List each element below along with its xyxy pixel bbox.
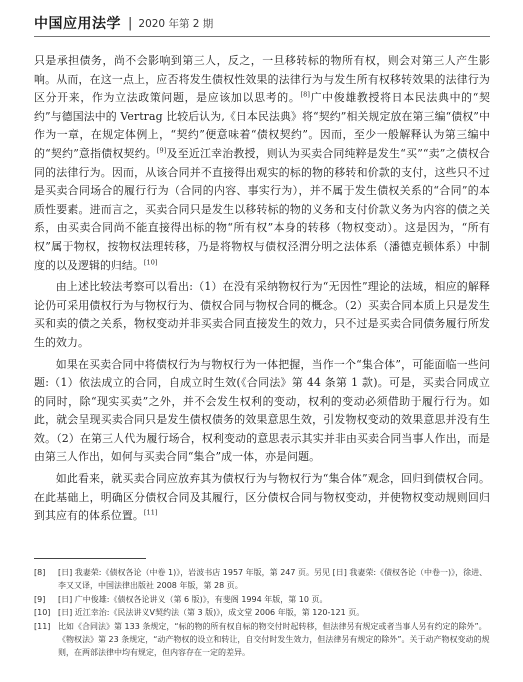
paragraph-text: 如果在买卖合同中将债权行为与物权行为一体把握，当作一个“集合体”，可能面临一些问题:（1）依法成立的合同，自成立时生效(《合同法》第 44 条第 1 款)。可是，买卖合同成立的同时，除“现实买卖”之外，并不会发生权利的变动，权利的变动必须借助于履行行为。如此，就会呈现买卖合同只是发生债权债务的效果意思生效，引发物权变动的效果意思并没有生效。（2）在第三人代为履行场合，权利变动的意思表示其实并非由买卖合同当事人作出，而是由第三人作出，如何与买卖合同“集合”成一体，亦是问题。 xyxy=(34,357,490,464)
footnotes xyxy=(34,566,494,660)
paragraph-text: 如此看来，就买卖合同应放弃其为债权行为与物权行为“集合体”观念，回归到债权合同。在此基础上，明确区分债权合同及其履行，区分债权合同与物权变动，并使物权变动规则回归到其应有的体系位置。 xyxy=(34,472,490,523)
header-separator: | xyxy=(128,15,133,31)
body-paragraph xyxy=(34,356,490,468)
footnote xyxy=(34,606,494,619)
footnote-ref[interactable]: [8] xyxy=(300,90,310,99)
header-rule xyxy=(34,36,490,37)
body-paragraph xyxy=(34,52,490,275)
paragraph-text: 只是承担债务，尚不会影响到第三人，反之，一旦移转标的物所有权，则会对第三人产生影响。从而，在这一点上，应否将发生债权性效果的法律行为与发生所有权移转效果的法律行为区分开来，作为立法政策问题，是应该加以思考的。 xyxy=(34,54,490,105)
body-paragraph xyxy=(34,278,490,352)
footnote-number: [11] xyxy=(34,621,51,631)
footnote-ref[interactable]: [10] xyxy=(143,257,158,266)
footnote-rule xyxy=(34,558,146,559)
paragraph-text: 及至近江幸治教授，则认为买卖合同纯粹是发生“买”“卖”之债权合同的法律行为。因而，从该合同并不直接得出观实的标的物的移转和价款的支付，这些只不过是买卖合同场合的履行行为（合同的内容、事实行为），并不属于发生债权关系的“合同”的本质性要素。进而言之，买卖合同只是发生以移转标的物的义务和支付价款义务为内容的债之关系，由买卖合同尚不能直接得出标的物“所有权”本身的转移（物权变动）。这是因为，“所有权”属于物权，按物权法理转移，乃是将物权与债权泾渭分明之法体系（潘德克顿体系）中制度的以及逻辑的归结。 xyxy=(34,146,490,272)
footnote-text: [日] 我妻荣:《债权各论（中卷 1)》，岩波书店 1957 年版，第 247 页。另见 [日] 我妻荣:《债权各论（中卷一)》，徐进、李又又译，中国法律出版社 2008 年版，第 28 页。 xyxy=(58,568,488,591)
footnote-ref[interactable]: [11] xyxy=(143,508,158,517)
footnote-number: [9] xyxy=(34,594,46,604)
footnote-text: [日] 近江幸治:《民法讲义Ⅴ契约法（第 3 版)》，成文堂 2006 年版，第 120-121 页。 xyxy=(58,608,365,618)
article-body xyxy=(34,52,490,529)
footnote-number: [8] xyxy=(34,568,46,577)
paragraph-text: 广中俊雄教授将日本民法典中的“契约”与德国法中的 Vertrag 比较后认为,《日本民法典》将“契约”相关规定放在第三编“债权”中作为一章，在规定体例上，“契约”便意味着“债权契约”。因而，至少一般解释认为第三编中的“契约”意指债权契约。 xyxy=(34,91,490,160)
footnote-text: [日] 广中俊雄:《债权各论讲义（第 6 版)》，有斐阁 1994 年版，第 10 页。 xyxy=(58,594,328,604)
issue-label: 2020 年第 2 期 xyxy=(138,17,214,30)
paragraph-text: 由上述比较法考察可以看出:（1）在没有采纳物权行为“无因性”理论的法域，相应的解释论仍可采用债权行为与物权行为、债权合同与物权合同的概念。（2）买卖合同本质上只是发生买和卖的债之关系，物权变动并非买卖合同直接发生的效力，只不过是买卖合同债务履行所发生的效力。 xyxy=(34,280,490,349)
footnote-text: 比如《合同法》第 133 条规定，“标的物的所有权自标的物交付时起转移，但法律另有规定或者当事人另有约定的除外”。《物权法》第 23 条规定，“动产物权的设立和转让，自交付时发生效力，但法律另有规定的除外”。关于动产物权变动的规则，在两部法律中均有规定，但内容存在一定的差异。 xyxy=(58,621,490,658)
footnote-ref[interactable]: [9] xyxy=(156,146,167,155)
body-paragraph xyxy=(34,470,490,526)
footnote xyxy=(34,620,494,660)
running-header xyxy=(34,12,213,34)
footnote xyxy=(34,593,494,606)
footnote xyxy=(34,566,494,593)
journal-logo: 中国应用法学 xyxy=(34,16,121,32)
footnote-number: [10] xyxy=(34,608,51,618)
